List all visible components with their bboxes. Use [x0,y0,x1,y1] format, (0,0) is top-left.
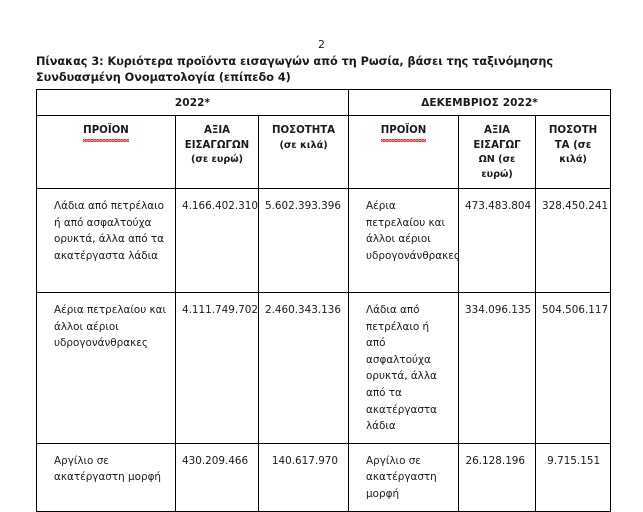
cell-quantity-right: 9.715.151 [536,443,611,511]
cell-quantity-left: 5.602.393.396 [259,189,349,293]
cell-product-left: Αέρια πετρελαίου και άλλοι αέριοι υδρογονάνθρακες [37,293,176,444]
cell-product-right: Αργίλιο σε ακατέργαστη μορφή [349,443,459,511]
header-line-2: ΕΙΣΑΓΩΓΩΝ [184,139,250,151]
column-header-value-left [176,116,259,189]
cell-value-right: 334.096.135 [459,293,536,444]
column-header-value-right [459,116,536,189]
column-header-quantity-right [536,116,611,189]
cell-product-right: Λάδια από πετρέλαιο ή από ασφαλτούχα ορυκτά, άλλα από τα ακατέργαστα λάδια [349,293,459,444]
cell-value-left: 430.209.466 [176,443,259,511]
page-number: 2 [318,38,325,51]
header-line-2: ΤΑ (σε [554,139,592,151]
cell-quantity-left: 140.617.970 [259,443,349,511]
cell-value-right: 473.483.804 [459,189,536,293]
cell-quantity-right: 504.506.117 [536,293,611,444]
table-row [37,293,611,444]
header-line-1: ΑΞΙΑ [484,125,511,136]
header-line-1: ΠΟΣΟΤΗ [548,125,598,136]
column-header-quantity-left [259,116,349,189]
table-row [37,443,611,511]
cell-quantity-right: 328.450.241 [536,189,611,293]
group-header-year: 2022* [37,90,349,116]
column-header-product-left [37,116,176,189]
table-header [37,90,611,189]
cell-quantity-left: 2.460.343.136 [259,293,349,444]
table-body [37,189,611,512]
misspelled-word: ΠΡΟΪΟΝ [83,124,129,139]
cell-value-right: 26.128.196 [459,443,536,511]
header-line-3: (σε ευρώ) [191,154,243,165]
cell-product-right: Αέρια πετρελαίου και άλλοι αέριοι υδρογονάνθρακες [349,189,459,293]
cell-product-left: Αργίλιο σε ακατέργαστη μορφή [37,443,176,511]
column-header-row [37,116,611,189]
header-line-1: ΠΟΣΟΤΗΤΑ [271,125,336,136]
header-line-3: ΩΝ (σε [478,154,516,165]
header-line-2: (σε κιλά) [279,139,328,151]
cell-value-left: 4.111.749.702 [176,293,259,444]
cell-product-left: Λάδια από πετρέλαιο ή από ασφαλτούχα ορυκτά, άλλα από τα ακατέργαστα λάδια [37,189,176,293]
header-line-2: ΕΙΣΑΓΩΓ [473,139,521,151]
table-caption: Πίνακας 3: Κυριότερα προϊόντα εισαγωγών από τη Ρωσία, βάσει της ταξινόμησης Συνδυασμένη Ονοματολογία (επίπεδο 4) [36,55,554,84]
imports-table [36,89,611,512]
group-header-row [37,90,611,116]
table-row [37,189,611,293]
column-header-product-right [349,116,459,189]
header-line-4: ευρώ) [481,168,513,180]
header-line-3: κιλά) [559,154,587,165]
group-header-december: ΔΕΚΕΜΒΡΙΟΣ 2022* [349,90,611,116]
misspelled-word: ΠΡΟΪΟΝ [381,124,427,139]
header-line-1: ΑΞΙΑ [204,125,230,136]
cell-value-left: 4.166.402.310 [176,189,259,293]
